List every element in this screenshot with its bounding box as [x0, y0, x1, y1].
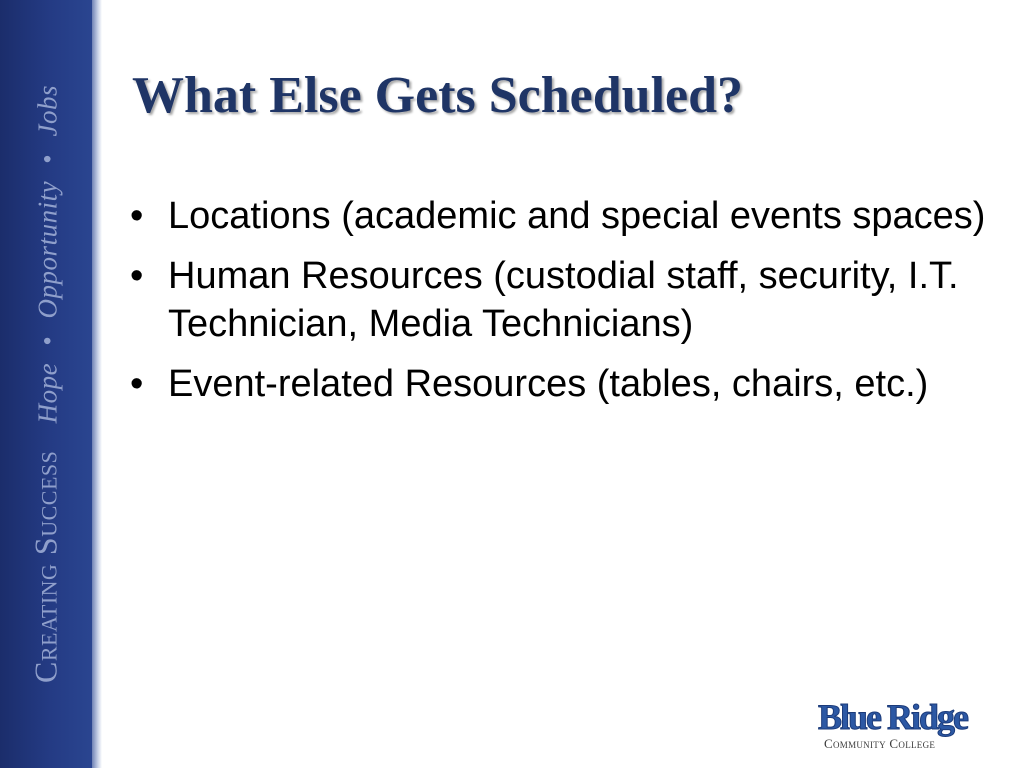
bullet-marker: • [130, 195, 144, 237]
bullet-item [128, 360, 998, 408]
bullet-text: Event-related Resources (tables, chairs, etc.) [168, 363, 929, 405]
bullet-marker: • [130, 363, 144, 405]
bullet-item [128, 192, 998, 240]
tagline-separator: • [32, 335, 63, 346]
slide-title: What Else Gets Scheduled? [132, 67, 744, 124]
tagline-opportunity: Opportunity [32, 180, 63, 319]
college-logo [818, 697, 1003, 752]
tagline-jobs: Jobs [32, 84, 63, 137]
tagline-creating-success: Creating Success [27, 450, 64, 684]
bullet-list [128, 192, 998, 420]
bullet-item [128, 252, 998, 348]
logo-subtitle: Community College [824, 736, 936, 751]
sidebar-tagline [28, 85, 65, 683]
bullet-marker: • [130, 255, 144, 297]
logo-name: Blue Ridge [818, 697, 968, 737]
tagline-separator: • [32, 153, 63, 164]
bullet-text: Locations (academic and special events spaces) [168, 195, 986, 237]
tagline-hope: Hope [32, 362, 63, 424]
bullet-text: Human Resources (custodial staff, security, I.T. Technician, Media Technicians) [168, 255, 959, 345]
sidebar-edge-gradient [92, 0, 102, 768]
